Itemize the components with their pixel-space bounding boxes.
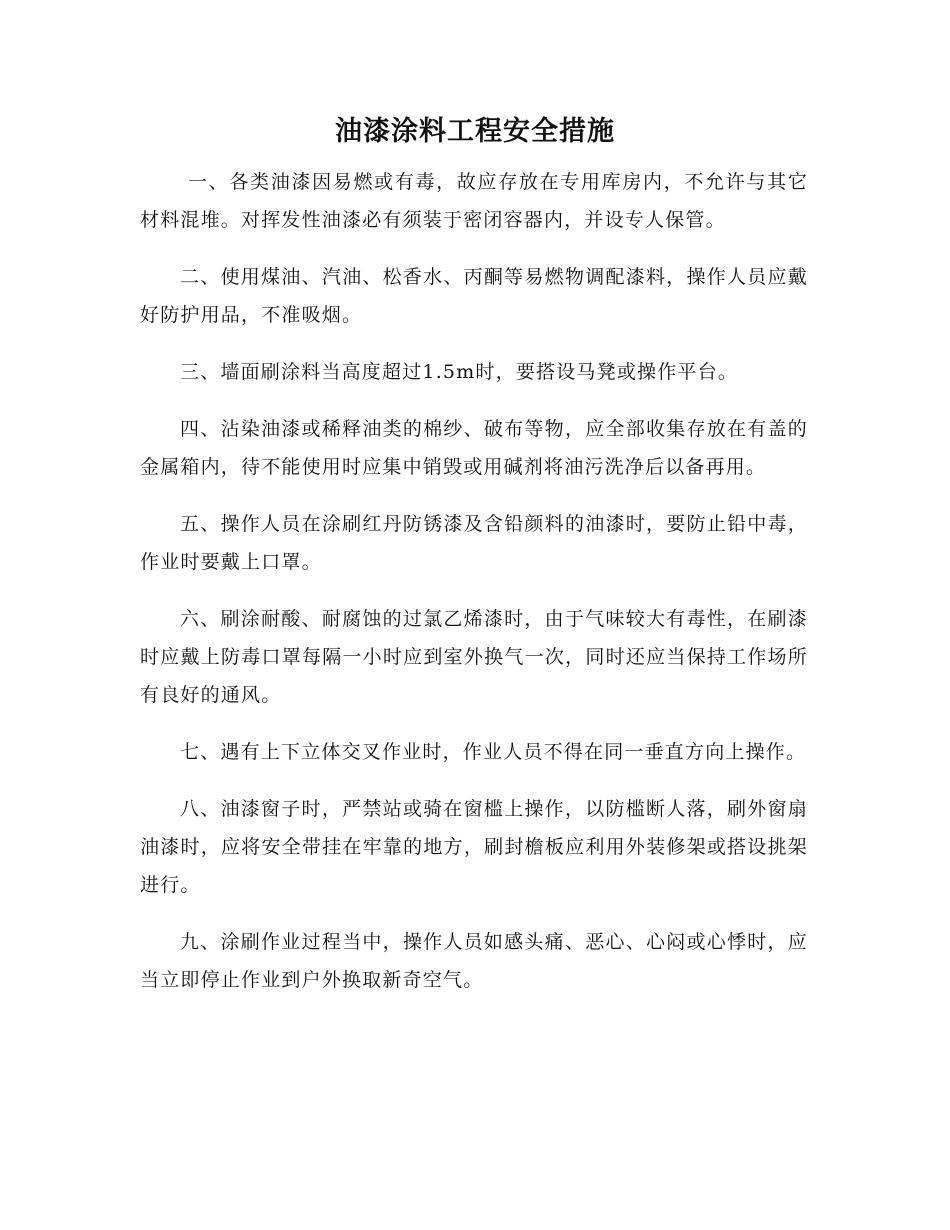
document-title: 油漆涂料工程安全措施 — [335, 116, 615, 147]
paragraph-1: 一、各类油漆因易燃或有毒，故应存放在专用库房内，不允许与其它材料混堆。对挥发性油漆必有须装于密闭容器内，并设专人保管。 — [140, 171, 808, 231]
paragraph-5: 五、操作人员在涂刷红丹防锈漆及含铅颜料的油漆时，要防止铅中毒，作业时要戴上口罩。 — [140, 513, 808, 573]
paragraph-9: 九、涂刷作业过程当中，操作人员如感头痛、恶心、心闷或心悸时，应当立即停止作业到户外换取新奇空气。 — [140, 931, 808, 991]
paragraph-6: 六、刷涂耐酸、耐腐蚀的过氯乙烯漆时，由于气味较大有毒性，在刷漆时应戴上防毒口罩每隔一小时应到室外换气一次，同时还应当保持工作场所有良好的通风。 — [140, 608, 808, 706]
paragraph-2: 二、使用煤油、汽油、松香水、丙酮等易燃物调配漆料，操作人员应戴好防护用品，不准吸烟。 — [140, 266, 808, 326]
paragraph-7: 七、遇有上下立体交叉作业时，作业人员不得在同一垂直方向上操作。 — [180, 741, 807, 763]
paragraph-3: 三、墙面刷涂料当高度超过1.5m时，要搭设马凳或操作平台。 — [180, 361, 739, 383]
document-body — [140, 163, 808, 1018]
paragraph-8: 八、油漆窗子时，严禁站或骑在窗槛上操作，以防槛断人落，刷外窗扇油漆时，应将安全带挂在牢靠的地方，刷封檐板应利用外装修架或搭设挑架进行。 — [140, 798, 808, 896]
paragraph-4: 四、沾染油漆或稀释油类的棉纱、破布等物，应全部收集存放在有盖的金属箱内，待不能使用时应集中销毁或用碱剂将油污洗净后以备再用。 — [140, 418, 808, 478]
